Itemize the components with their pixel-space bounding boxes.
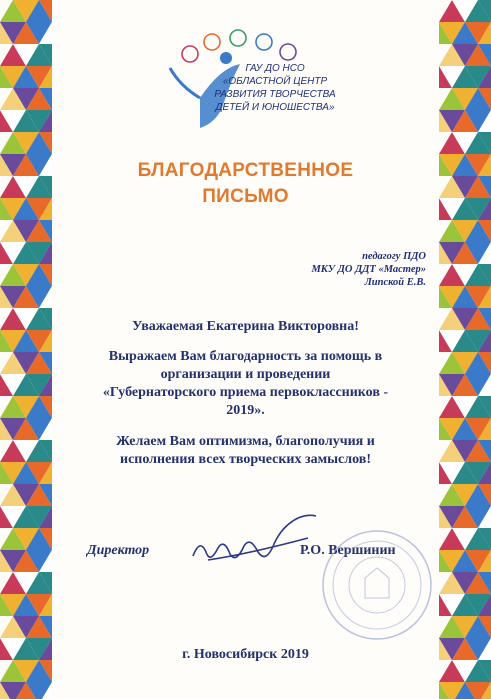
decorative-border-left	[0, 0, 52, 699]
official-stamp	[320, 528, 435, 643]
organization-line: РАЗВИТИЯ ТВОРЧЕСТВА	[214, 89, 336, 100]
wish-paragraph	[70, 433, 421, 469]
recipient-name: Липской Е.В.	[364, 277, 426, 288]
director-role: Директор	[87, 543, 150, 558]
document-title-line1: БЛАГОДАРСТВЕННОЕ	[137, 160, 354, 181]
decorative-border-right	[439, 0, 491, 699]
organization-line: «ОБЛАСТНОЙ ЦЕНТР	[222, 76, 328, 87]
city-and-year: г. Новосибирск 2019	[182, 647, 309, 662]
organization-name	[200, 62, 350, 114]
recipient-institution: МКУ ДО ДДТ «Мастер»	[311, 264, 426, 275]
organization-line: ДЕТЕЙ И ЮНОШЕСТВА»	[215, 102, 335, 113]
thanks-line: 2019».	[226, 403, 265, 418]
wish-line: исполнения всех творческих замыслов!	[120, 452, 371, 467]
thanks-line: организации и проведении	[160, 367, 331, 382]
recipient-position: педагогу ПДО	[362, 251, 426, 262]
director-name: Р.О. Вершинин	[300, 543, 396, 558]
document-title-line2: ПИСЬМО	[202, 186, 289, 207]
thanks-line: «Губернаторского приема первоклассников -	[102, 385, 389, 400]
greeting-text: Уважаемая Екатерина Викторовна!	[132, 319, 359, 334]
wish-line: Желаем Вам оптимизма, благополучия и	[116, 434, 375, 449]
thanks-line: Выражаем Вам благодарность за помощь в	[108, 349, 383, 364]
organization-line: ГАУ ДО НСО	[245, 63, 305, 74]
recipient-block	[270, 250, 426, 289]
thanks-paragraph	[70, 348, 421, 420]
greeting	[70, 318, 421, 336]
